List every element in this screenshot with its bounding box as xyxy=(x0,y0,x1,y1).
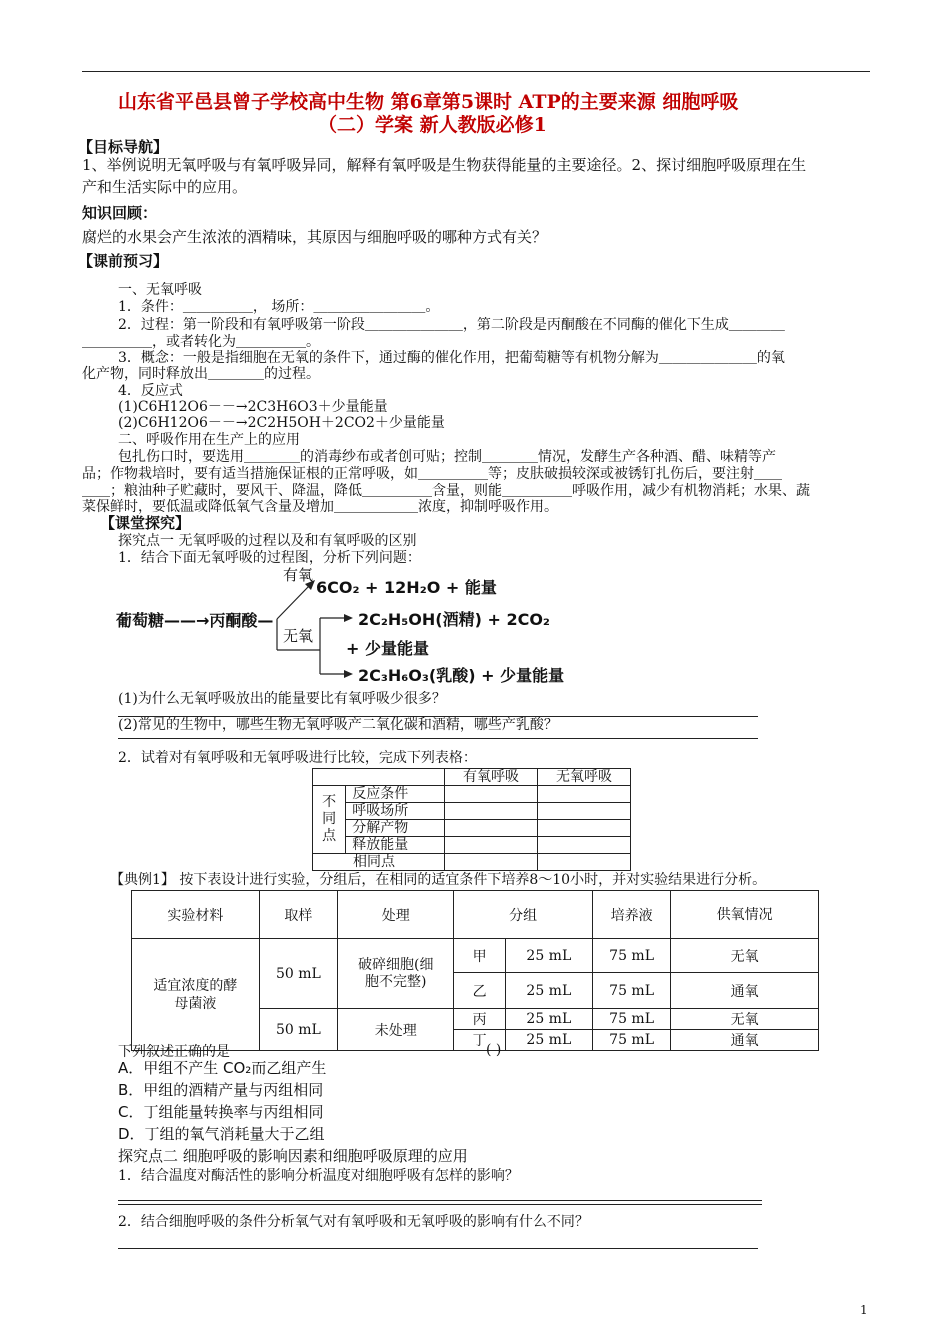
diagram-alcohol-product: 2C₂H₅OH(酒精) + 2CO₂ xyxy=(358,610,550,629)
topic2-title: 探究点二 细胞呼吸的影响因素和细胞呼吸原理的应用 xyxy=(118,1147,468,1165)
application-p1: 包扎伤口时，要选用＿＿＿＿的消毒纱布或者创可贴；控制＿＿＿＿情况，发酵生产各种酒、醋、味精等产 xyxy=(118,449,776,465)
goal-heading: 【目标导航】 xyxy=(78,138,169,156)
example-intro: 【典例1】 按下表设计进行实验，分组后，在相同的适宜条件下培养8～10小时，并对实验结果进行分析。 xyxy=(110,872,767,888)
header-oxygen: 供氧情况 xyxy=(671,891,819,939)
preview-line4: 4．反应式 xyxy=(118,383,183,399)
group-oxygen: 无氧 xyxy=(671,939,819,973)
review-heading: 知识回顾： xyxy=(82,204,158,222)
aerobic-branch-line xyxy=(277,586,309,619)
classroom-heading: 【课堂探究】 xyxy=(100,514,191,532)
group-oxygen: 通氧 xyxy=(671,973,819,1009)
reaction-eq2: (2)C6H12O6－－→2C2H5OH＋2CO2＋少量能量 xyxy=(118,415,445,431)
different-points-label: 不同点 xyxy=(313,786,346,854)
group-volume: 25 mL xyxy=(505,939,592,973)
answer-cell[interactable] xyxy=(445,854,538,871)
group-volume: 25 mL xyxy=(505,973,592,1009)
answer-cell[interactable] xyxy=(538,786,631,803)
col-anaerobic: 无氧呼吸 xyxy=(538,769,631,786)
answer-cell[interactable] xyxy=(445,837,538,854)
topic2-question1: 1．结合温度对酶活性的影响分析温度对细胞呼吸有怎样的影响？ xyxy=(118,1168,519,1184)
material-cell: 适宜浓度的酵母菌液 xyxy=(132,939,260,1051)
group-name: 甲 xyxy=(454,939,505,973)
answer-line xyxy=(118,1200,762,1201)
treatment-cell-2: 未处理 xyxy=(338,1009,454,1051)
preview-line1: 1．条件：＿＿＿＿＿， 场所：＿＿＿＿＿＿＿＿。 xyxy=(118,299,440,315)
application-p2: 品；作物栽培时，要有适当措施保证根的正常呼吸，如＿＿＿＿＿等；皮肤破损较深或被锈钉扎伤后，要注射＿＿ xyxy=(82,466,782,482)
comparison-table xyxy=(312,768,631,871)
topic2-question2: 2．结合细胞呼吸的条件分析氧气对有氧呼吸和无氧呼吸的影响有什么不同？ xyxy=(118,1214,589,1230)
treatment-cell-1: 破碎细胞(细胞不完整) xyxy=(338,939,454,1009)
group-oxygen: 通氧 xyxy=(671,1030,819,1051)
row-label-energy: 释放能量 xyxy=(346,837,445,854)
review-question: 腐烂的水果会产生浓浓的酒精味，其原因与细胞呼吸的哪种方式有关？ xyxy=(82,228,548,246)
answer-cell[interactable] xyxy=(538,854,631,871)
sample-cell-2: 50 mL xyxy=(259,1009,337,1051)
header-treatment: 处理 xyxy=(338,891,454,939)
row-label-products: 分解产物 xyxy=(346,820,445,837)
group-medium: 75 mL xyxy=(592,973,670,1009)
option-a[interactable]: A．甲组不产生 CO₂而乙组产生 xyxy=(118,1059,327,1077)
group-medium: 75 mL xyxy=(592,939,670,973)
page-number: 1 xyxy=(860,1303,868,1317)
answer-line xyxy=(118,1248,758,1249)
option-d[interactable]: D．丁组的氧气消耗量大于乙组 xyxy=(118,1125,325,1143)
preview-section2-title: 二、呼吸作用在生产上的应用 xyxy=(118,432,300,448)
application-p4: 菜保鲜时，要低温或降低氧气含量及增加＿＿＿＿＿＿浓度，抑制呼吸作用。 xyxy=(82,499,558,515)
option-c[interactable]: C．丁组能量转换率与丙组相同 xyxy=(118,1103,324,1121)
topic1-q1: 1．结合下面无氧呼吸的过程图，分析下列问题： xyxy=(118,550,421,566)
header-medium: 培养液 xyxy=(592,891,670,939)
group-name: 丙 xyxy=(454,1009,505,1030)
answer-bracket[interactable]: ( ) xyxy=(486,1042,502,1058)
group-name: 丁 xyxy=(454,1030,505,1051)
group-oxygen: 无氧 xyxy=(671,1009,819,1030)
topic1-title: 探究点一 无氧呼吸的过程以及和有氧呼吸的区别 xyxy=(118,533,417,549)
preview-line3b: 化产物，同时释放出＿＿＿＿的过程。 xyxy=(82,366,320,382)
diagram-sub-question1: (1)为什么无氧呼吸放出的能量要比有氧呼吸少很多？ xyxy=(118,691,446,707)
answer-cell[interactable] xyxy=(445,820,538,837)
group-medium: 75 mL xyxy=(592,1009,670,1030)
compare-question: 2．试着对有氧呼吸和无氧呼吸进行比较，完成下列表格： xyxy=(118,750,477,766)
page-title-line2: （二）学案 新人教版必修1 xyxy=(318,114,547,136)
group-volume: 25 mL xyxy=(505,1030,592,1051)
answer-line xyxy=(118,738,758,739)
page-title-line1: 山东省平邑县曾子学校高中生物 第6章第5课时 ATP的主要来源 细胞呼吸 xyxy=(118,91,739,113)
diagram-aerobic-label: 有氧 xyxy=(283,566,314,584)
reaction-eq1: (1)C6H12O6－－→2C3H6O3＋少量能量 xyxy=(118,399,388,415)
experiment-table xyxy=(131,890,819,1051)
preview-line2a: 2．过程：第一阶段和有氧呼吸第一阶段＿＿＿＿＿＿＿，第二阶段是丙酮酸在不同酶的催化下生成＿＿＿＿ xyxy=(118,317,785,333)
preview-line2b: ＿＿＿＿＿，或者转化为＿＿＿＿＿。 xyxy=(82,334,320,350)
option-b[interactable]: B．甲组的酒精产量与丙组相同 xyxy=(118,1081,324,1099)
answer-cell[interactable] xyxy=(445,803,538,820)
group-name: 乙 xyxy=(454,973,505,1009)
preview-section1-title: 一、无氧呼吸 xyxy=(118,282,202,298)
lactic-arrowhead xyxy=(344,670,353,678)
application-p3: ＿＿；粮油种子贮藏时，要风干、降温，降低＿＿＿＿＿含量，则能＿＿＿＿＿呼吸作用，减少有机物消耗；水果、蔬 xyxy=(82,483,810,499)
row-label-location: 呼吸场所 xyxy=(346,803,445,820)
header-group: 分组 xyxy=(454,891,592,939)
group-volume: 25 mL xyxy=(505,1009,592,1030)
top-rule xyxy=(82,71,870,72)
row-label-condition: 反应条件 xyxy=(346,786,445,803)
header-material: 实验材料 xyxy=(132,891,260,939)
alcohol-arrowhead xyxy=(344,614,353,622)
answer-cell[interactable] xyxy=(538,820,631,837)
preview-heading: 【课前预习】 xyxy=(78,252,169,270)
diagram-alcohol-energy: + 少量能量 xyxy=(346,639,429,658)
same-points-label: 相同点 xyxy=(313,854,445,871)
diagram-aerobic-product: 6CO₂ + 12H₂O + 能量 xyxy=(316,578,497,597)
group-medium: 75 mL xyxy=(592,1030,670,1051)
diagram-lactic-product: 2C₃H₆O₃(乳酸) + 少量能量 xyxy=(358,666,565,685)
answer-cell[interactable] xyxy=(445,786,538,803)
answer-cell[interactable] xyxy=(538,803,631,820)
answer-line xyxy=(118,1204,762,1205)
col-aerobic: 有氧呼吸 xyxy=(445,769,538,786)
goal-line1: 1、举例说明无氧呼吸与有氧呼吸异同，解释有氧呼吸是生物获得能量的主要途径。2、探讨细胞呼吸原理在生 xyxy=(82,156,807,174)
table-corner xyxy=(313,769,445,786)
header-sample: 取样 xyxy=(259,891,337,939)
goal-line2: 产和生活实际中的应用。 xyxy=(82,178,248,196)
diagram-anaerobic-label: 无氧 xyxy=(283,627,314,645)
sample-cell-1: 50 mL xyxy=(259,939,337,1009)
answer-cell[interactable] xyxy=(538,837,631,854)
question-stem: 下列叙述正确的是 xyxy=(118,1044,230,1060)
diagram-sub-question2: (2)常见的生物中，哪些生物无氧呼吸产二氧化碳和酒精，哪些产乳酸？ xyxy=(118,717,558,733)
preview-line3a: 3．概念：一般是指细胞在无氧的条件下，通过酶的催化作用，把葡萄糖等有机物分解为＿＿＿＿＿＿＿的氧 xyxy=(118,350,785,366)
diagram-glucose-pyruvate: 葡萄糖——→丙酮酸— xyxy=(116,611,274,630)
